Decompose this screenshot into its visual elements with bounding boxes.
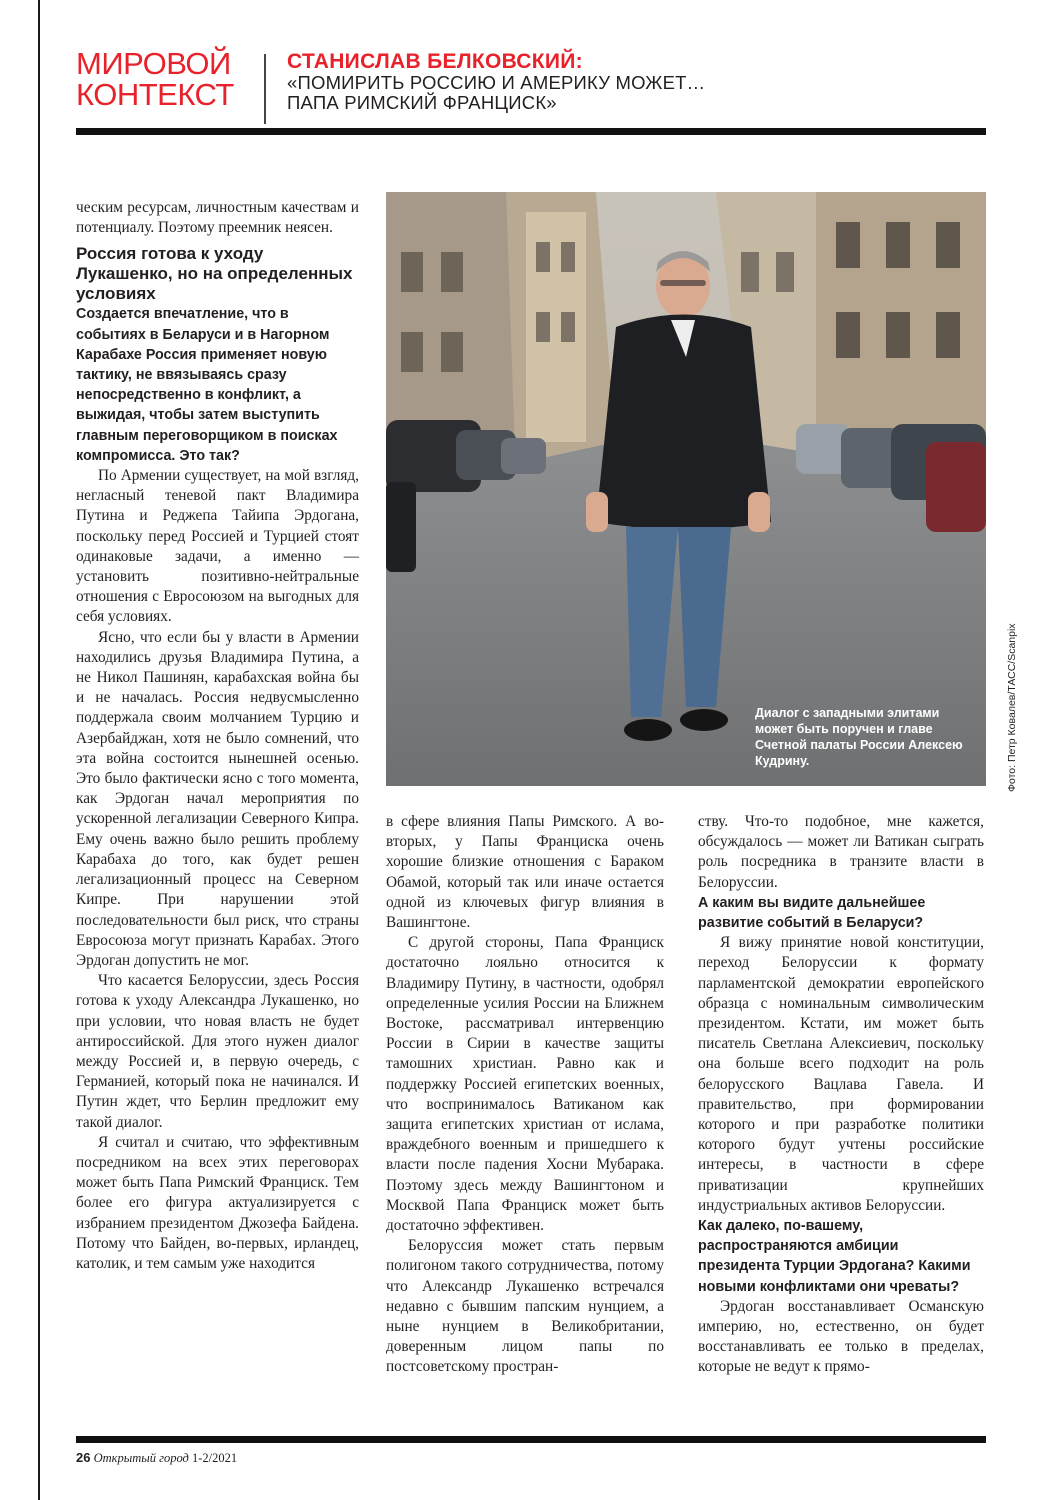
paragraph: По Армении существует, на мой взгляд, негласный теневой пакт Владимира Путина и Реджепа Тайипа Эрдогана, поскольку перед Россией и Турцией стоят одинаковые задачи, а именно — установить позитивно-нейтральные отношения с Евросоюзом на выгодных для себя условиях. (76, 467, 359, 626)
interview-question: Как далеко, по-вашему, распространяются амбиции президента Турции Эрдогана? Какими новыми конфликтами они чреваты? (698, 1218, 971, 1295)
paragraph: в сфере влияния Папы Римского. А во-вторых, у Папы Франциска очень хорошие близкие отношения с Бараком Обамой, который так или иначе остается одной из ключевых фигур влияния в Вашингтоне. (386, 813, 664, 932)
paragraph: Я вижу принятие новой конституции, переход Белоруссии к формату парламентской демократии европейского образца с номинальным символическим президентом. Кстати, им может быть писатель Светлана Алексиевич, поскольку она больше всего подходит на роль белорусского Вацлава Гавела. И правительство, при формировании которого и при разработке политики которого будут учтены российские интересы, в частности в сфере приватизации крупнейших индустриальных активов Белоруссии. (698, 934, 984, 1214)
paragraph: С другой стороны, Папа Франциск достаточно лояльно относится к Владимиру Путину, в частности, одобрял определенные усилия России на Ближнем Востоке, рассматривал интервенцию России в Сирии в качестве защиты тамошних христиан. Равно как и поддержку Россией египетских военных, что воспринималось Ватиканом как защита египетских христиан от ислама, враждебного военным и пришедшего к власти после падения Хосни Мубарака. Поэтому здесь между Вашингтоном и Москвой Папа Франциск может быть достаточно эффективен. (386, 934, 664, 1235)
section-title-line1: МИРОВОЙ (76, 46, 231, 81)
article-column-1 (76, 198, 359, 1274)
article-photo (386, 192, 986, 786)
interview-question: А каким вы видите дальнейшее развитие событий в Беларуси? (698, 894, 926, 932)
issue-number: 1-2/2021 (192, 1451, 238, 1465)
paragraph: Эрдоган восстанавливает Османскую империю, но, естественно, он будет восстанавливать ее только в пределах, которые не ведут к прямо- (698, 1297, 984, 1376)
paragraph: Ясно, что если бы у власти в Армении находились друзья Владимира Путина, а не Никол Пашинян, карабахская война бы и не началась. Россия недвусмысленно поддержала своим молчанием Турцию и Азербайджан, хотя не было сомнений, что эта война состоится нынешней осенью. Это было фактически ясно с того момента, как Эрдоган начал мероприятия по ускоренной легализации Северного Кипра. Ему очень важно было решить проблему Карабаха до того, как будет решен легализационный процесс на Северном Кипре. При нарушении этой последовательности был риск, что страны Евросоюза могут признать Карабах. Этого Эрдоган допустить не мог. (76, 628, 359, 969)
page-number: 26 (76, 1450, 91, 1465)
header-divider (264, 54, 266, 124)
left-margin-rule (38, 0, 40, 1500)
bottom-rule (76, 1436, 986, 1443)
photo-caption: Диалог с западными элитами может быть поручен и главе Счетной палаты России Алексею Кудрину. (755, 706, 963, 768)
paragraph: Что касается Белоруссии, здесь Россия готова к уходу Александра Лукашенко, но при условии, что новая власть не будет антироссийской. Для этого нужен диалог между Россией и, в первую очередь, с Германией, который пока не начинался. И Путин ждет, что Берлин предложит ему такой диалог. (76, 972, 359, 1131)
paragraph: ству. Что-то подобное, мне кажется, обсуждалось — может ли Ватикан сыграть роль посредника в транзите власти в Белоруссии. (698, 813, 984, 891)
page-footer (76, 1450, 237, 1466)
article-column-2 (386, 812, 664, 1378)
magazine-name: Открытый город (93, 1451, 189, 1465)
top-rule (76, 128, 986, 135)
interview-question: Создается впечатление, что в событиях в Беларуси и в Нагорном Карабахе Россия применяет новую тактику, не ввязываясь сразу непосредственно в конфликт, а выжидая, чтобы затем выступить главным переговорщиком в поисках компромисса. Это так? (76, 306, 338, 464)
paragraph: Белоруссия может стать первым полигоном такого сотрудничества, потому что Александр Лукашенко встречался недавно с бывшим папским нунцием, а ныне нунцием в Великобритании, доверенным лицом папы по постсоветскому простран- (386, 1237, 664, 1376)
subheading: Россия готова к уходу Лукашенко, но на определенных условиях (76, 244, 353, 304)
headline-quote: «ПОМИРИТЬ РОССИЮ И АМЕРИКУ МОЖЕТ… ПАПА РИМСКИЙ ФРАНЦИСК» (287, 72, 706, 113)
headline-author: СТАНИСЛАВ БЕЛКОВСКИЙ: (287, 50, 583, 73)
section-title (76, 48, 256, 110)
photo-credit: Фото: Петр Ковалев/ТАСС/Scanpix (1006, 623, 1018, 792)
paragraph: Я считал и считаю, что эффективным посредником на всех этих переговорах может быть Папа Римский Франциск. Тем более его фигура актуализируется с избранием президентом Джозефа Байдена. Потому что Байден, во-первых, ирландец, католик, и тем самым уже находится (76, 1133, 359, 1272)
street-photo-illustration (386, 192, 986, 786)
paragraph: ческим ресурсам, личностным качествам и потенциалу. Поэтому преемник неясен. (76, 199, 359, 237)
section-title-line2: КОНТЕКСТ (76, 77, 234, 112)
article-column-3 (698, 812, 984, 1378)
